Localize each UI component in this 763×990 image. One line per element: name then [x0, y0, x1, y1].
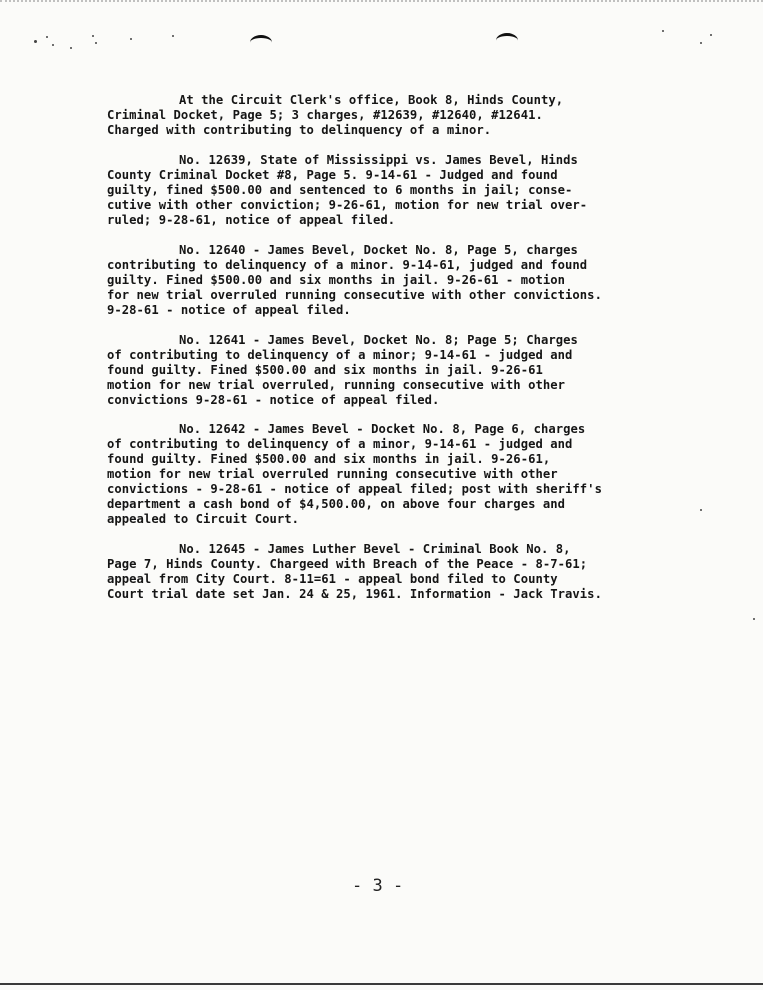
text-line: Page 7, Hinds County. Chargeed with Breach of the Peace - 8-7-61;: [107, 557, 588, 571]
text-line: guilty. Fined $500.00 and six months in jail. 9-26-61 - motion: [107, 273, 566, 287]
text-line: Court trial date set Jan. 24 & 25, 1961. Information - Jack Travis.: [107, 587, 602, 601]
text-line: motion for new trial overruled, running consecutive with other: [107, 378, 566, 392]
binder-punch-mark-right: [496, 33, 518, 48]
paragraph-no-12641: [107, 333, 727, 408]
scan-speck: [710, 34, 712, 36]
text-line: of contributing to delinquency of a minor, 9-14-61 - judged and: [107, 437, 573, 451]
text-line: for new trial overruled running consecutive with other convictions.: [107, 288, 602, 302]
text-line: found guilty. Fined $500.00 and six months in jail. 9-26-61: [107, 363, 543, 377]
text-line: Charged with contributing to delinquency of a minor.: [107, 123, 492, 137]
scan-speck: [52, 44, 54, 46]
text-line: No. 12642 - James Bevel - Docket No. 8, Page 6, charges: [179, 422, 586, 436]
scan-speck: [95, 42, 97, 44]
text-line: ruled; 9-28-61, notice of appeal filed.: [107, 213, 396, 227]
text-line: No. 12641 - James Bevel, Docket No. 8; Page 5; Charges: [179, 333, 578, 347]
text-line: cutive with other conviction; 9-26-61, motion for new trial over-: [107, 198, 588, 212]
text-line: convictions - 9-28-61 - notice of appeal filed; post with sheriff's: [107, 482, 602, 496]
paragraph-no-12640: [107, 243, 727, 318]
page-number: - 3 -: [352, 876, 404, 896]
scan-speck: [92, 35, 94, 37]
text-line: convictions 9-28-61 - notice of appeal filed.: [107, 393, 440, 407]
text-line: No. 12639, State of Mississippi vs. James Bevel, Hinds: [179, 153, 578, 167]
scan-speck: [130, 38, 132, 40]
scan-speck: [172, 35, 174, 37]
scan-speck: [46, 36, 48, 38]
text-line: County Criminal Docket #8, Page 5. 9-14-61 - Judged and found: [107, 168, 558, 182]
text-line: 9-28-61 - notice of appeal filed.: [107, 303, 351, 317]
scan-speck: [753, 618, 755, 620]
text-line: guilty, fined $500.00 and sentenced to 6 months in jail; conse-: [107, 183, 573, 197]
text-line: At the Circuit Clerk's office, Book 8, Hinds County,: [179, 93, 564, 107]
paragraph-no-12639: [107, 153, 727, 228]
text-line: Criminal Docket, Page 5; 3 charges, #12639, #12640, #12641.: [107, 108, 543, 122]
text-line: motion for new trial overruled running consecutive with other: [107, 467, 558, 481]
paragraph-no-12642: [107, 422, 727, 527]
text-line: department a cash bond of $4,500.00, on above four charges and: [107, 497, 566, 511]
binder-punch-mark-left: [250, 35, 272, 50]
text-line: No. 12645 - James Luther Bevel - Criminal Book No. 8,: [179, 542, 571, 556]
paragraph-no-12645: [107, 542, 727, 602]
text-line: appealed to Circuit Court.: [107, 512, 300, 526]
text-line: of contributing to delinquency of a minor; 9-14-61 - judged and: [107, 348, 573, 362]
bottom-edge-line: [0, 983, 763, 985]
text-line: found guilty. Fined $500.00 and six months in jail. 9-26-61,: [107, 452, 551, 466]
scan-speck: [34, 40, 37, 43]
text-line: appeal from City Court. 8-11=61 - appeal bond filed to County: [107, 572, 558, 586]
top-edge-dots: [0, 0, 763, 4]
scan-speck: [700, 42, 702, 44]
text-line: No. 12640 - James Bevel, Docket No. 8, Page 5, charges: [179, 243, 578, 257]
scan-speck: [662, 30, 664, 32]
scan-speck: [70, 47, 72, 49]
text-line: contributing to delinquency of a minor. 9-14-61, judged and found: [107, 258, 588, 272]
paragraph-circuit-clerk: [107, 93, 727, 138]
